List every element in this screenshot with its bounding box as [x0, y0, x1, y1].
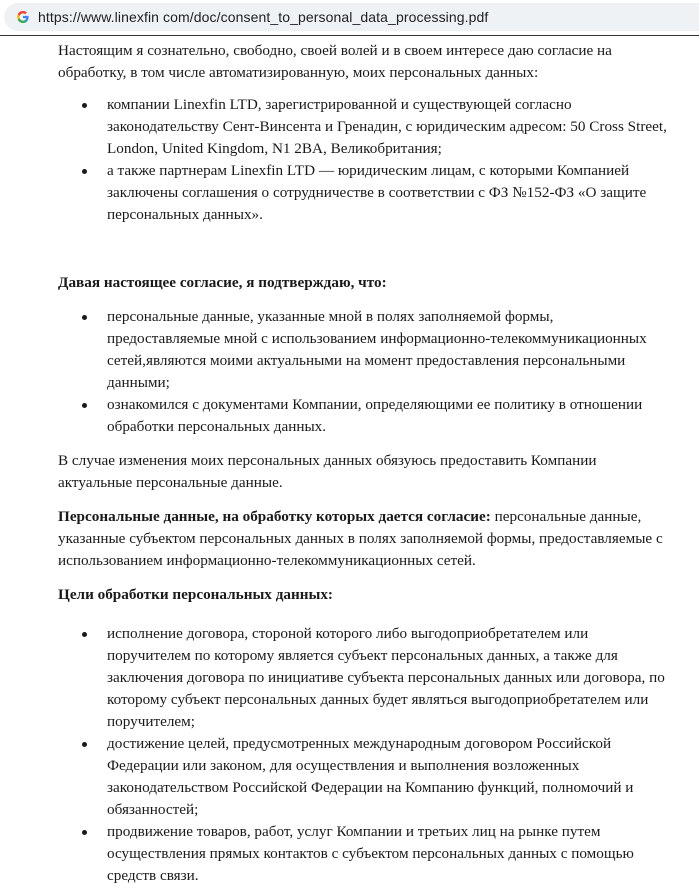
- list-item: а также партнерам Linexfin LTD — юридическим лицам, с которыми Компанией заключены соглашения о сотрудничестве в соответствии с ФЗ №152-ФЗ «О защите персональных данных».: [107, 160, 669, 226]
- list-item: компании Linexfin LTD, зарегистрированной и существующей согласно законодательству Сент-Винсента и Гренадин, с юридическим адресом: 50 Cross Street, London, United Kingdom, N1 2BA, Великобритания;: [107, 94, 669, 160]
- goals-heading: Цели обработки персональных данных:: [58, 586, 333, 603]
- intro-paragraph: Настоящим я сознательно, свободно, своей волей и в своем интересе даю согласие на обработку, в том числе автоматизированную, моих персональных данных:: [58, 42, 612, 81]
- google-g-icon: [16, 10, 30, 24]
- list-item: персональные данные, указанные мной в полях заполняемой формы, предоставляемые мной с использованием информационно-телекоммуникационных сетей,являются моими актуальными на момент предоставления персональными данными;: [107, 306, 669, 394]
- list-item: продвижение товаров, работ, услуг Компании и третьих лиц на рынке путем осуществления прямых контактов с субъектом персональных данных с помощью средств связи.: [107, 821, 669, 887]
- personal-data-text: персональные данные, указанные субъектом персональных данных в полях заполняемой формы, предоставляемые с использованием информационно-телекоммуникационных сетей.: [58, 508, 663, 569]
- list-item: ознакомился с документами Компании, определяющими ее политику в отношении обработки персональных данных.: [107, 394, 669, 438]
- pdf-document: [0, 37, 699, 887]
- personal-data-label: Персональные данные, на обработку которых дается согласие:: [58, 508, 491, 525]
- url-text[interactable]: https://www.linexfin com/doc/consent_to_personal_data_processing.pdf: [38, 9, 489, 25]
- list-item: исполнение договора, стороной которого либо выгодоприобретателем или поручителем по которому является субъект персональных данных, а также для заключения договора по инициативе субъекта персональных данных или договора, по которому субъект персональных данных будет являться выгодоприобретателем или поручителем;: [107, 623, 669, 733]
- recipients-list: [58, 94, 669, 226]
- goals-list: [58, 623, 669, 887]
- address-bar[interactable]: [4, 3, 699, 31]
- browser-toolbar: [0, 0, 699, 36]
- list-item: достижение целей, предусмотренных международным договором Российской Федерации или законом, для осуществления и выполнения возложенных законодательством Российской Федерации на Компанию функций, полномочий и обязанностей;: [107, 733, 669, 821]
- confirm-heading: Давая настоящее согласие, я подтверждаю, что:: [58, 274, 387, 291]
- change-notice-paragraph: В случае изменения моих персональных данных обязуюсь предоставить Компании актуальные персональные данные.: [58, 452, 597, 491]
- personal-data-paragraph: [58, 506, 669, 572]
- confirmations-list: [58, 306, 669, 438]
